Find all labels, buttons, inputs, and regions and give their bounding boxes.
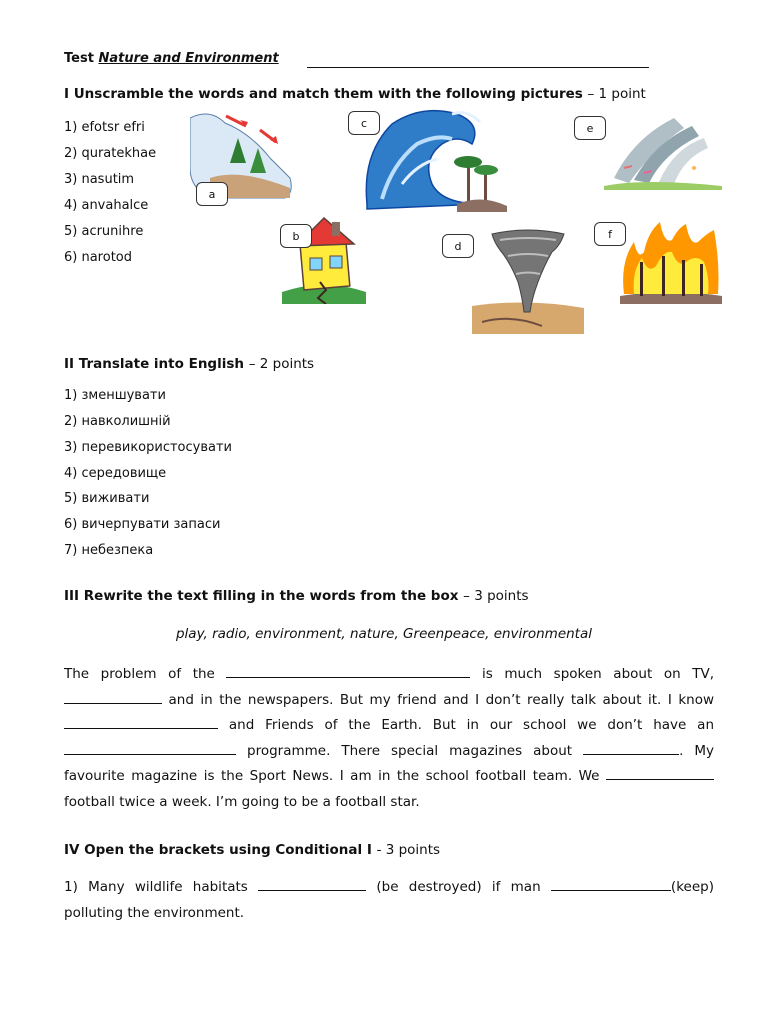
section2-item: 3) перевикористосувати — [64, 440, 233, 455]
blank-6[interactable] — [606, 766, 714, 780]
section4-heading-text: IV Open the brackets using Conditional I — [64, 842, 372, 858]
text-segment: The problem of the — [64, 666, 215, 682]
section1-item: 3) nasutim — [64, 172, 135, 187]
section2-item: 7) небезпека — [64, 543, 154, 558]
section1-item: 2) quratekhae — [64, 146, 157, 161]
label-e: e — [574, 116, 606, 140]
section3-heading — [64, 588, 529, 604]
section2-item: 1) зменшувати — [64, 388, 166, 403]
blank-5[interactable] — [583, 741, 679, 755]
blank-verb-2[interactable] — [551, 877, 671, 891]
text-segment: and in the newspapers. But my friend and I don’t really talk about it. I know — [168, 691, 714, 708]
section3-heading-text: III Rewrite the text filling in the words from the box — [64, 588, 459, 604]
section3-points: – 3 points — [463, 588, 529, 604]
section4-heading — [64, 842, 440, 858]
blank-1[interactable] — [226, 664, 470, 678]
label-d: d — [442, 234, 474, 258]
text-segment: is much spoken about on TV, — [482, 666, 714, 682]
test-title — [64, 51, 279, 66]
text-segment: football twice a week. I’m going to be a football star. — [64, 793, 420, 810]
blank-3[interactable] — [64, 715, 218, 729]
text-segment: programme. There special magazines about — [247, 742, 573, 759]
section2-item: 6) вичерпувати запаси — [64, 517, 221, 532]
section1-item: 5) acrunihre — [64, 224, 144, 239]
text-segment: and Friends of the Earth. But in our school we don’t have an — [228, 717, 715, 733]
forest-fire-picture — [620, 222, 722, 304]
section1-item: 4) anvahalce — [64, 198, 149, 213]
section2-heading-text: II Translate into English — [64, 356, 244, 372]
text-segment: (keep) polluting the environment. — [64, 879, 714, 921]
hurricane-picture — [604, 108, 722, 190]
title-underline — [307, 67, 649, 68]
tsunami-picture — [362, 104, 510, 216]
tornado-picture — [472, 226, 584, 334]
fill-in-text — [64, 662, 714, 815]
section1-heading — [64, 86, 646, 102]
section4-points: - 3 points — [376, 842, 441, 858]
section1-heading-text: I Unscramble the words and match them with the following pictures — [64, 86, 583, 102]
text-segment: (be destroyed) if man — [376, 879, 541, 895]
blank-2[interactable] — [64, 690, 162, 704]
section2-points: – 2 points — [248, 356, 315, 372]
conditional-item-1 — [64, 875, 714, 926]
text-segment: 1) Many wildlife habitats — [64, 879, 248, 895]
section2-heading — [64, 356, 314, 372]
section2-item: 5) виживати — [64, 491, 150, 506]
label-b: b — [280, 224, 312, 248]
word-box: play, radio, environment, nature, Greenpeace, environmental — [175, 626, 592, 642]
label-c: c — [348, 111, 380, 135]
blank-4[interactable] — [64, 741, 236, 755]
section1-item: 1) efotsr efri — [64, 120, 145, 135]
text-segment: . My favourite magazine is the Sport News. I am in the school football team. We — [64, 742, 714, 784]
label-a: a — [196, 182, 228, 206]
label-f: f — [594, 222, 626, 246]
section1-points: – 1 point — [587, 86, 646, 102]
title-subject: Nature and Environment — [98, 51, 279, 66]
section1-item: 6) narotod — [64, 250, 132, 265]
blank-verb-1[interactable] — [258, 877, 366, 891]
section2-item: 4) середовище — [64, 466, 167, 481]
section2-item: 2) навколишній — [64, 414, 171, 429]
title-prefix: Test — [64, 51, 94, 66]
